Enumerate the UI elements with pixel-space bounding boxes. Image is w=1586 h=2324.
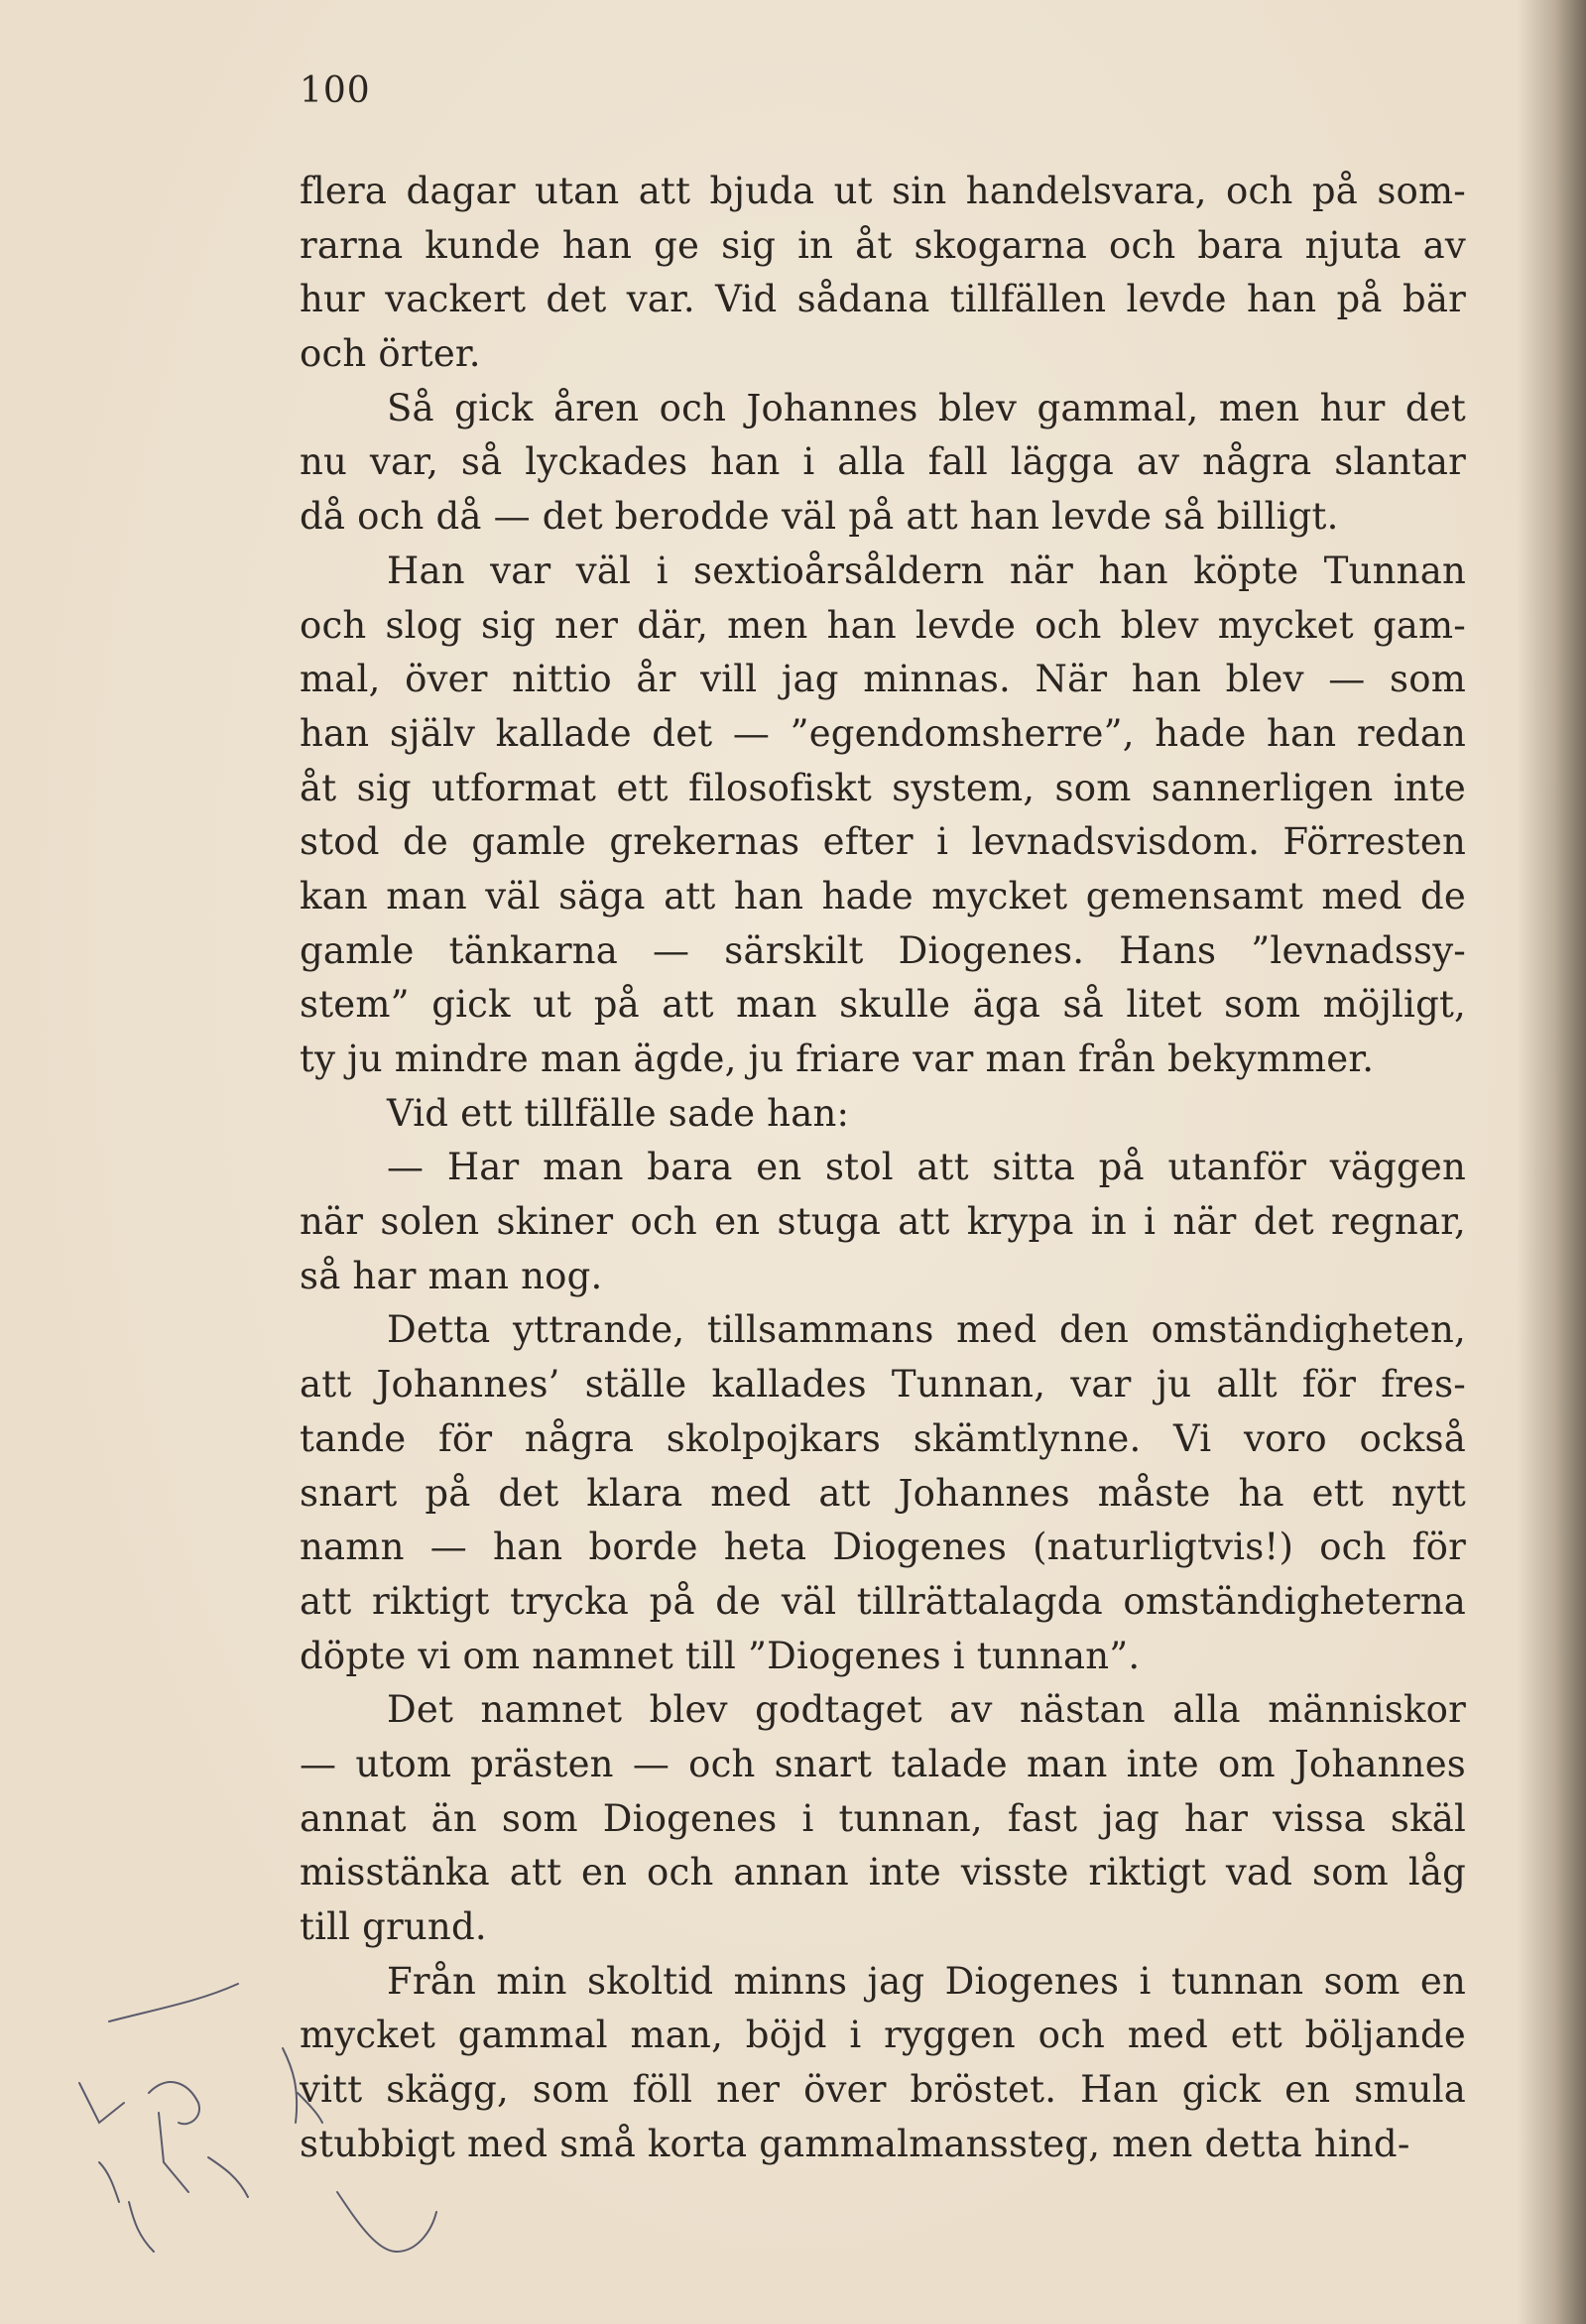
text-line: så har man nog. — [300, 1254, 603, 1297]
text-line: stubbigt med små korta gammalmanssteg, men detta hind- — [300, 2122, 1410, 2165]
text-line: och slog sig ner där, men han levde och blev mycket gam- — [300, 603, 1466, 647]
text-line: stod de gamle grekernas efter i levnadsvisdom. Förresten — [300, 820, 1466, 864]
text-line: vitt skägg, som föll ner över bröstet. Han gick en smula — [300, 2068, 1466, 2112]
text-line: åt sig utformat ett filosofiskt system, som sannerligen inte — [300, 766, 1466, 809]
text-line: till grund. — [300, 1905, 487, 1948]
text-line: nu var, så lyckades han i alla fall lägga av några slantar — [300, 440, 1466, 484]
text-line: namn — han borde heta Diogenes (naturligtvis!) och för — [300, 1526, 1466, 1569]
text-line: Detta yttrande, tillsammans med den omständigheten, — [387, 1308, 1466, 1352]
text-line: ty ju mindre man ägde, ju friare var man från bekymmer. — [300, 1038, 1375, 1080]
text-line: — Har man bara en stol att sitta på utanför väggen — [387, 1146, 1466, 1189]
text-line: annat än som Diogenes i tunnan, fast jag har vissa skäl — [300, 1796, 1466, 1840]
body-text — [300, 165, 1466, 2171]
text-line: Från min skoltid minns jag Diogenes i tunnan som en — [387, 1959, 1466, 2003]
text-line: misstänka att en och annan inte visste riktigt vad som låg — [300, 1851, 1466, 1895]
text-line: rarna kunde han ge sig in åt skogarna och bara njuta av — [300, 223, 1466, 267]
text-line: och örter. — [300, 332, 481, 376]
pencil-doodle-drawing — [40, 1954, 456, 2311]
text-line: då och då — det berodde väl på att han levde så billigt. — [300, 495, 1339, 539]
text-line: gamle tänkarna — särskilt Diogenes. Hans ”levnadssy- — [300, 928, 1466, 972]
text-line: när solen skiner och en stuga att krypa in i när det regnar, — [300, 1200, 1466, 1244]
page-number: 100 — [300, 70, 371, 111]
text-line: tande för några skolpojkars skämtlynne. Vi voro också — [300, 1416, 1466, 1460]
text-line: Vid ett tillfälle sade han: — [387, 1091, 850, 1135]
text-line: Det namnet blev godtaget av nästan alla människor — [387, 1688, 1466, 1732]
text-line: att Johannes’ ställe kallades Tunnan, var ju allt för fres- — [300, 1363, 1466, 1407]
text-line: hur vackert det var. Vid sådana tillfällen levde han på bär — [300, 278, 1466, 321]
text-line: döpte vi om namnet till ”Diogenes i tunnan”. — [300, 1634, 1141, 1677]
text-line: mycket gammal man, böjd i ryggen och med ett böljande — [300, 2014, 1466, 2057]
text-line: att riktigt trycka på de väl tillrättalagda omständigheterna — [300, 1579, 1466, 1623]
text-line: flera dagar utan att bjuda ut sin handelsvara, och på som- — [300, 170, 1466, 212]
book-spine-shadow — [1517, 0, 1586, 2324]
text-line: Så gick åren och Johannes blev gammal, men hur det — [387, 386, 1466, 429]
text-line: Han var väl i sextioårsåldern när han köpte Tunnan — [387, 549, 1466, 592]
text-line: han själv kallade det — ”egendomsherre”, hade han redan — [300, 711, 1466, 755]
text-line: stem” gick ut på att man skulle äga så litet som möjligt, — [300, 983, 1466, 1027]
text-line: snart på det klara med att Johannes måste ha ett nytt — [300, 1471, 1466, 1515]
text-line: kan man väl säga att han hade mycket gemensamt med de — [300, 874, 1466, 917]
text-line: mal, över nittio år vill jag minnas. När han blev — som — [300, 658, 1466, 701]
text-line: — utom prästen — och snart talade man inte om Johannes — [300, 1742, 1466, 1785]
